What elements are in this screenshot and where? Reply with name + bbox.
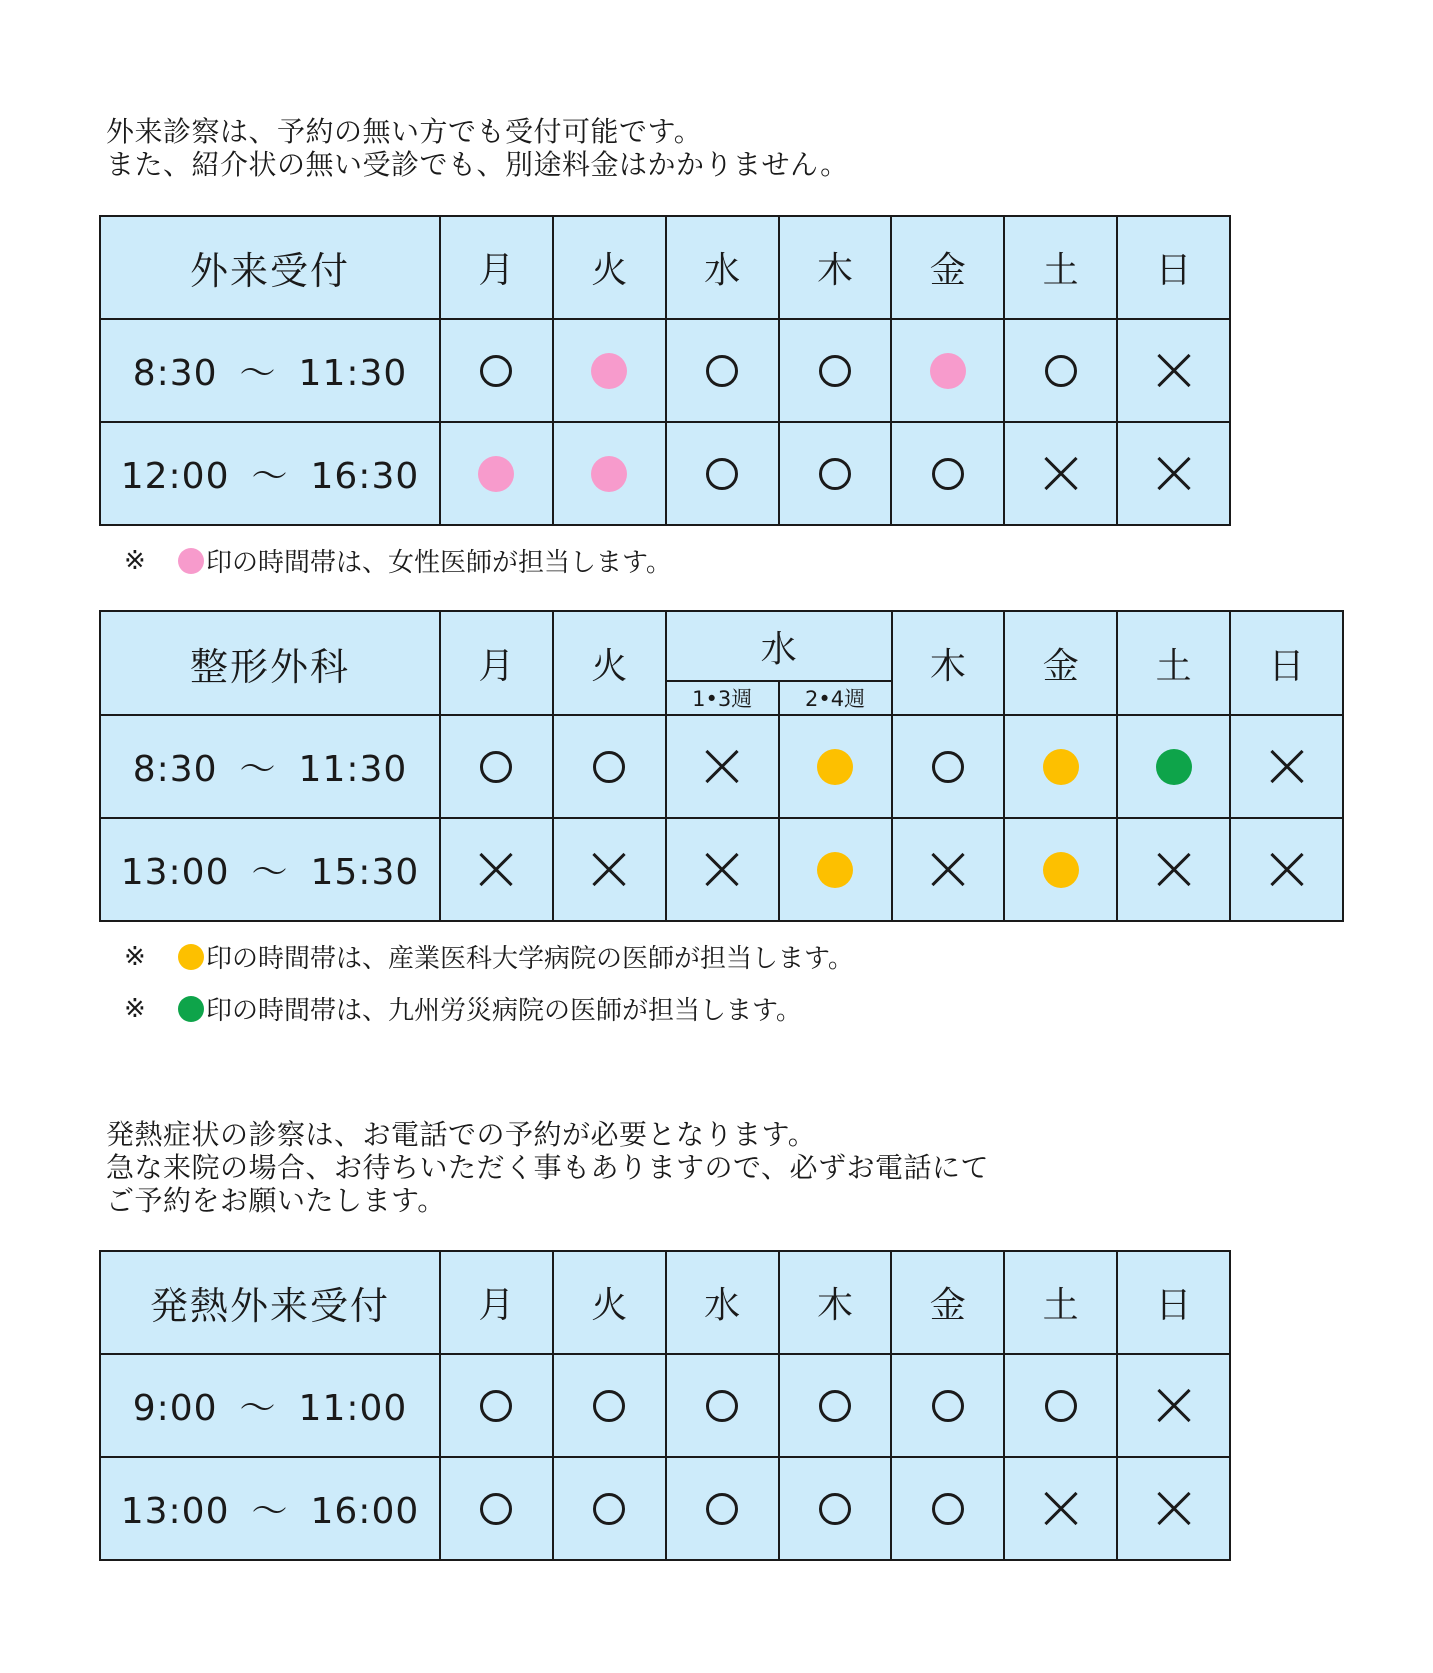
schedule-cell xyxy=(440,422,553,525)
day-header: 土 xyxy=(1117,611,1230,715)
schedule-cell xyxy=(553,715,666,818)
day-header: 金 xyxy=(891,216,1004,319)
unavailable-cross-icon xyxy=(1157,1389,1191,1423)
time-range xyxy=(100,1457,440,1560)
week-subheader: 2•4週 xyxy=(779,681,892,715)
available-circle-icon xyxy=(819,1493,851,1525)
table-title: 外来受付 xyxy=(100,216,440,319)
table-title: 整形外科 xyxy=(100,611,440,715)
schedule-cell xyxy=(891,422,1004,525)
available-circle-icon xyxy=(706,355,738,387)
day-header: 土 xyxy=(1004,216,1117,319)
note-symbol: ※ xyxy=(124,545,146,576)
schedule-cell xyxy=(1117,1457,1230,1560)
time-sep: ～ xyxy=(251,852,289,893)
rosai-doctor-note xyxy=(124,990,802,1027)
time-range xyxy=(100,715,440,818)
time-range xyxy=(100,319,440,422)
unavailable-cross-icon xyxy=(1157,1492,1191,1526)
time-end: 11:30 xyxy=(298,353,408,394)
time-sep: ～ xyxy=(251,1491,289,1532)
time-end: 16:00 xyxy=(310,1491,420,1532)
time-end: 11:00 xyxy=(298,1388,408,1429)
schedule-cell xyxy=(779,715,892,818)
schedule-cell xyxy=(1004,1354,1117,1457)
day-header: 月 xyxy=(440,611,553,715)
intro-line: また、紹介状の無い受診でも、別途料金はかかりません。 xyxy=(106,148,849,181)
time-end: 11:30 xyxy=(298,749,408,790)
available-circle-icon xyxy=(480,1390,512,1422)
day-header: 木 xyxy=(892,611,1005,715)
green-dot-icon xyxy=(1156,749,1192,785)
day-header-wednesday: 水 xyxy=(666,611,892,681)
schedule-cell xyxy=(553,818,666,921)
outpatient-schedule-table xyxy=(99,215,1231,526)
schedule-cell xyxy=(1004,422,1117,525)
day-header: 日 xyxy=(1230,611,1343,715)
unavailable-cross-icon xyxy=(1044,1492,1078,1526)
available-circle-icon xyxy=(480,751,512,783)
unavailable-cross-icon xyxy=(705,750,739,784)
yellow-dot-icon xyxy=(817,852,853,888)
day-header: 火 xyxy=(553,1251,666,1354)
time-end: 15:30 xyxy=(310,852,420,893)
schedule-cell xyxy=(891,1354,1004,1457)
schedule-cell xyxy=(1004,1457,1117,1560)
time-start: 9:00 xyxy=(132,1388,218,1429)
yellow-dot-icon xyxy=(178,944,204,970)
available-circle-icon xyxy=(932,458,964,490)
table-row xyxy=(100,422,1230,525)
schedule-cell xyxy=(440,1457,553,1560)
yellow-dot-icon xyxy=(817,749,853,785)
yellow-dot-icon xyxy=(1043,852,1079,888)
table-title: 発熱外来受付 xyxy=(100,1251,440,1354)
time-sep: ～ xyxy=(239,749,277,790)
time-start: 12:00 xyxy=(120,456,230,497)
schedule-cell xyxy=(553,319,666,422)
table-row xyxy=(100,818,1343,921)
note-symbol: ※ xyxy=(124,941,146,972)
schedule-cell xyxy=(779,319,892,422)
unavailable-cross-icon xyxy=(479,853,513,887)
schedule-cell xyxy=(1004,818,1117,921)
schedule-cell xyxy=(1230,715,1343,818)
intro-line: ご予約をお願いたします。 xyxy=(106,1184,446,1217)
pink-dot-icon xyxy=(930,353,966,389)
orthopedics-schedule-table xyxy=(99,610,1344,922)
schedule-cell xyxy=(553,422,666,525)
time-range xyxy=(100,422,440,525)
available-circle-icon xyxy=(1045,1390,1077,1422)
day-header: 月 xyxy=(440,1251,553,1354)
table-row xyxy=(100,1354,1230,1457)
intro-line: 外来診察は、予約の無い方でも受付可能です。 xyxy=(106,115,703,148)
time-range xyxy=(100,818,440,921)
table-row xyxy=(100,319,1230,422)
schedule-cell xyxy=(666,1457,779,1560)
note-text: 印の時間帯は、女性医師が担当します。 xyxy=(206,548,672,578)
schedule-cell xyxy=(666,1354,779,1457)
schedule-cell xyxy=(779,1354,892,1457)
schedule-cell xyxy=(666,818,779,921)
unavailable-cross-icon xyxy=(1157,354,1191,388)
available-circle-icon xyxy=(819,355,851,387)
available-circle-icon xyxy=(593,751,625,783)
pink-dot-icon xyxy=(178,548,204,574)
pink-dot-icon xyxy=(591,353,627,389)
available-circle-icon xyxy=(706,458,738,490)
schedule-cell xyxy=(1117,319,1230,422)
day-header: 水 xyxy=(666,216,779,319)
schedule-cell xyxy=(1117,818,1230,921)
schedule-cell xyxy=(779,818,892,921)
unavailable-cross-icon xyxy=(1044,457,1078,491)
schedule-cell xyxy=(891,1457,1004,1560)
table-header-row xyxy=(100,611,1343,681)
day-header: 月 xyxy=(440,216,553,319)
time-start: 8:30 xyxy=(132,749,218,790)
time-start: 8:30 xyxy=(132,353,218,394)
unavailable-cross-icon xyxy=(1157,457,1191,491)
day-header: 日 xyxy=(1117,216,1230,319)
schedule-cell xyxy=(440,818,553,921)
available-circle-icon xyxy=(932,1390,964,1422)
fever-schedule-table xyxy=(99,1250,1231,1561)
pink-dot-icon xyxy=(591,456,627,492)
table-header-row xyxy=(100,1251,1230,1354)
available-circle-icon xyxy=(480,1493,512,1525)
available-circle-icon xyxy=(480,355,512,387)
day-header: 火 xyxy=(553,611,666,715)
schedule-cell xyxy=(440,319,553,422)
schedule-cell xyxy=(1117,1354,1230,1457)
day-header: 金 xyxy=(1004,611,1117,715)
time-range xyxy=(100,1354,440,1457)
schedule-cell xyxy=(779,1457,892,1560)
day-header: 日 xyxy=(1117,1251,1230,1354)
schedule-cell xyxy=(779,422,892,525)
day-header: 水 xyxy=(666,1251,779,1354)
table-row xyxy=(100,715,1343,818)
available-circle-icon xyxy=(706,1493,738,1525)
note-text: 印の時間帯は、産業医科大学病院の医師が担当します。 xyxy=(206,944,854,974)
unavailable-cross-icon xyxy=(592,853,626,887)
unavailable-cross-icon xyxy=(931,853,965,887)
schedule-cell xyxy=(1004,715,1117,818)
schedule-cell xyxy=(553,1354,666,1457)
day-header: 木 xyxy=(779,1251,892,1354)
schedule-cell xyxy=(1004,319,1117,422)
time-sep: ～ xyxy=(251,456,289,497)
female-doctor-note xyxy=(124,542,672,579)
fever-intro xyxy=(106,1118,989,1217)
outpatient-intro xyxy=(106,115,849,181)
schedule-cell xyxy=(440,1354,553,1457)
available-circle-icon xyxy=(819,1390,851,1422)
unavailable-cross-icon xyxy=(1270,853,1304,887)
schedule-cell xyxy=(1117,715,1230,818)
time-start: 13:00 xyxy=(120,1491,230,1532)
green-dot-icon xyxy=(178,996,204,1022)
time-end: 16:30 xyxy=(310,456,420,497)
time-sep: ～ xyxy=(239,353,277,394)
time-start: 13:00 xyxy=(120,852,230,893)
schedule-cell xyxy=(666,319,779,422)
pink-dot-icon xyxy=(478,456,514,492)
schedule-cell xyxy=(892,818,1005,921)
available-circle-icon xyxy=(1045,355,1077,387)
schedule-cell xyxy=(440,715,553,818)
available-circle-icon xyxy=(932,1493,964,1525)
unavailable-cross-icon xyxy=(705,853,739,887)
day-header: 金 xyxy=(891,1251,1004,1354)
available-circle-icon xyxy=(593,1493,625,1525)
schedule-cell xyxy=(892,715,1005,818)
schedule-cell xyxy=(1117,422,1230,525)
day-header: 火 xyxy=(553,216,666,319)
schedule-cell xyxy=(666,715,779,818)
university-doctor-note xyxy=(124,938,854,975)
table-row xyxy=(100,1457,1230,1560)
schedule-cell xyxy=(666,422,779,525)
schedule-cell xyxy=(553,1457,666,1560)
yellow-dot-icon xyxy=(1043,749,1079,785)
note-text: 印の時間帯は、九州労災病院の医師が担当します。 xyxy=(206,996,802,1026)
note-symbol: ※ xyxy=(124,993,146,1024)
schedule-cell xyxy=(891,319,1004,422)
intro-line: 発熱症状の診察は、お電話での予約が必要となります。 xyxy=(106,1118,817,1151)
available-circle-icon xyxy=(706,1390,738,1422)
week-subheader: 1•3週 xyxy=(666,681,779,715)
time-sep: ～ xyxy=(239,1388,277,1429)
available-circle-icon xyxy=(593,1390,625,1422)
available-circle-icon xyxy=(932,751,964,783)
unavailable-cross-icon xyxy=(1157,853,1191,887)
available-circle-icon xyxy=(819,458,851,490)
intro-line: 急な来院の場合、お待ちいただく事もありますので、必ずお電話にて xyxy=(106,1151,989,1184)
table-header-row xyxy=(100,216,1230,319)
day-header: 木 xyxy=(779,216,892,319)
unavailable-cross-icon xyxy=(1270,750,1304,784)
schedule-cell xyxy=(1230,818,1343,921)
day-header: 土 xyxy=(1004,1251,1117,1354)
